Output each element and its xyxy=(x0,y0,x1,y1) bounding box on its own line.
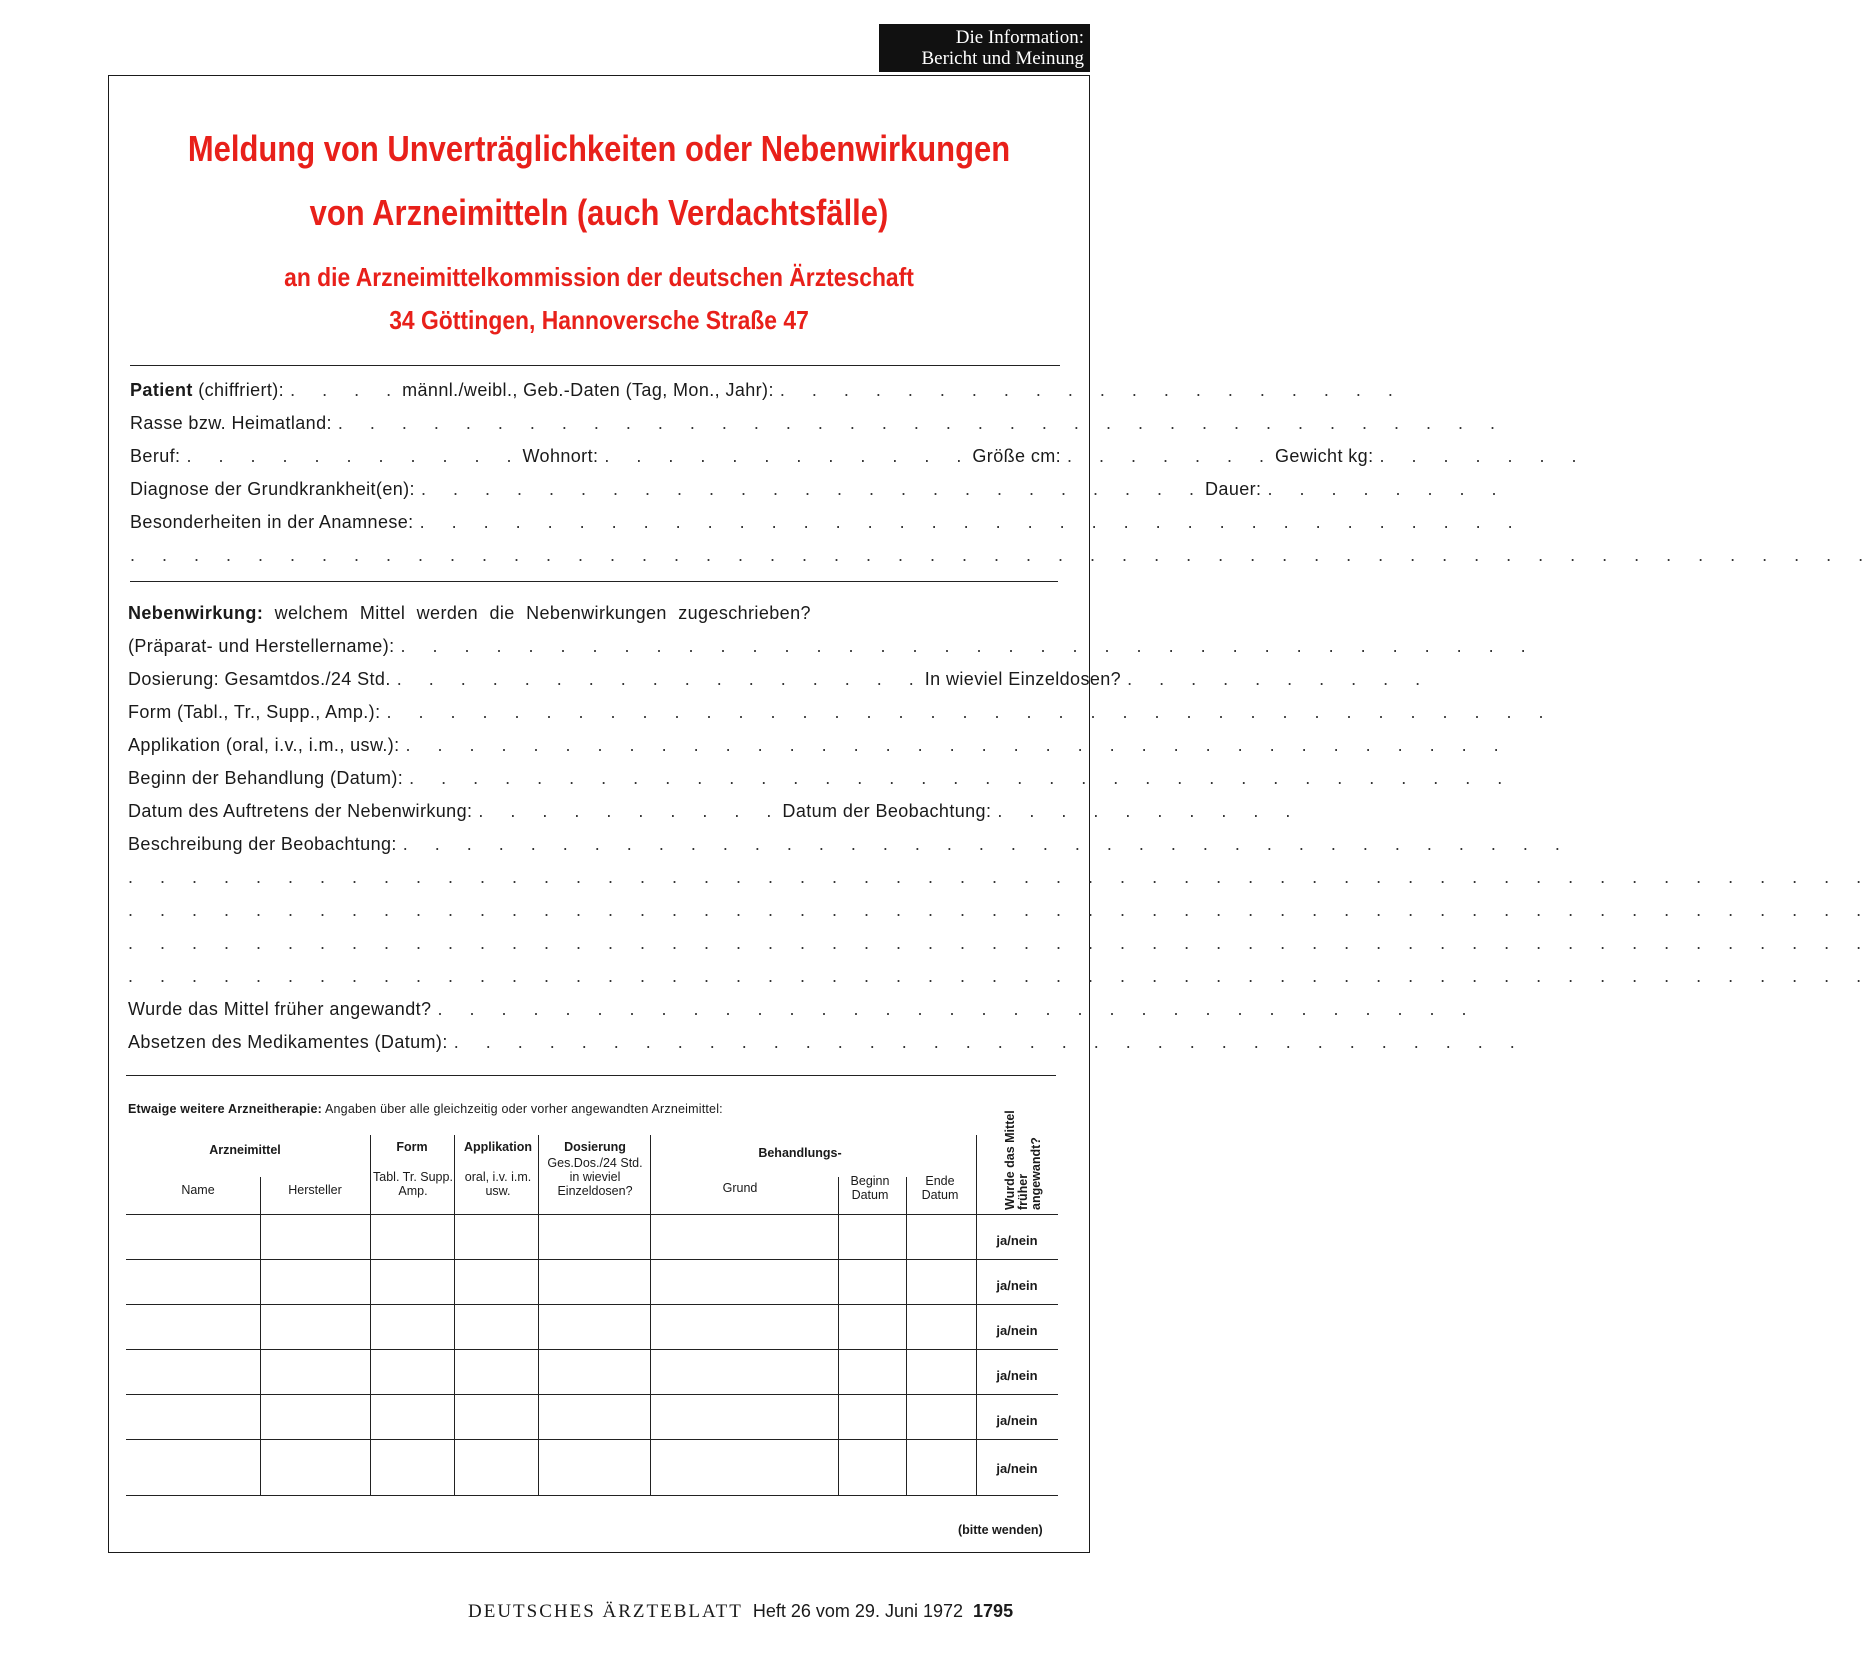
side-effect-line-2 xyxy=(128,631,1537,661)
col-earlier-use: Wurde das Mittel früher angewandt? xyxy=(1003,1110,1043,1210)
sex-birth-field[interactable]: . . . . . . . . . . . . . . . . . . . . xyxy=(779,380,1404,400)
dose-field[interactable]: . . . . . . . . . . . . . . . . . xyxy=(396,669,925,689)
earlier-use-cell-1[interactable]: ja/nein xyxy=(996,1233,1038,1248)
col-reason: Grund xyxy=(722,1181,758,1195)
anamnesis-field[interactable]: . . . . . . . . . . . . . . . . . . . . . . . . . . . . . . . . . . . xyxy=(419,512,1524,532)
description-line-2 xyxy=(128,862,1873,892)
col-form-sub: Tabl. Tr. Supp. Amp. xyxy=(373,1170,453,1198)
divider xyxy=(130,581,1058,582)
side-effect-line-9 xyxy=(128,994,1478,1024)
form-field[interactable]: . . . . . . . . . . . . . . . . . . . . . . . . . . . . . . . . . . . . . xyxy=(386,702,1555,722)
description-field-3[interactable]: . . . . . . . . . . . . . . . . . . . . . . . . . . . . . . . . . . . . . . . . . . . . . . . . . . . . . . . xyxy=(128,900,1873,920)
description-line-3 xyxy=(128,895,1873,925)
col-group-drug: Arzneimittel xyxy=(209,1143,281,1157)
earlier-use-cell-6[interactable]: ja/nein xyxy=(996,1461,1038,1476)
origin-field[interactable]: . . . . . . . . . . . . . . . . . . . . . . . . . . . . . . . . . . . . . xyxy=(337,413,1506,433)
col-group-treatment: Behandlungs- xyxy=(758,1146,842,1160)
weight-field[interactable]: . . . . . . . xyxy=(1379,446,1588,466)
side-effect-line-8 xyxy=(128,829,1571,859)
onset-date-field[interactable]: . . . . . . . . . . xyxy=(478,801,783,821)
magazine-name: DEUTSCHES ÄRZTEBLATT xyxy=(468,1601,743,1622)
turn-over-note: (bitte wenden) xyxy=(958,1523,1043,1537)
patient-line-2 xyxy=(130,408,1506,438)
side-effect-line-7 xyxy=(128,796,1302,826)
side-effect-line-1 xyxy=(128,598,1058,628)
onset-date-label: Datum des Auftretens der Nebenwirkung: xyxy=(128,801,473,821)
description-field-5[interactable]: . . . . . . . . . . . . . . . . . . . . . . . . . . . . . . . . . . . . . . . . . . . . . . . . . . . . . . . xyxy=(128,966,1873,986)
height-label: Größe cm: xyxy=(972,446,1062,466)
sex-birth-label: männl./weibl., Geb.-Daten (Tag, Mon., Jahr): xyxy=(402,380,774,400)
weight-label: Gewicht kg: xyxy=(1275,446,1374,466)
single-dose-label: In wieviel Einzeldosen? xyxy=(924,669,1122,689)
patient-line-1: Patient (chiffriert): . . . . männl./weibl., Geb.-Daten (Tag, Mon., Jahr): . . . . . . . . . . . . . . . . . . . . xyxy=(130,375,1060,405)
discontinuation-label: Absetzen des Medikamentes (Datum): xyxy=(128,1032,448,1052)
form-subtitle-line-1: an die Arzneimittelkommission der deutschen Ärzteschaft xyxy=(284,262,914,292)
therapy-heading-bold: Etwaige weitere Arzneitherapie: xyxy=(128,1102,322,1116)
side-effect-line-5 xyxy=(128,730,1510,760)
page-number: 1795 xyxy=(973,1601,1014,1621)
section-badge xyxy=(879,24,1090,72)
diagnosis-label: Diagnose der Grundkrankheit(en): xyxy=(130,479,415,499)
side-effect-question: welchem Mittel werden die Nebenwirkungen zugeschrieben? xyxy=(263,603,811,623)
earlier-use-cell-5[interactable]: ja/nein xyxy=(996,1413,1038,1428)
col-start-date: Beginn Datum xyxy=(850,1174,890,1202)
form-title-line-2: von Arzneimitteln (auch Verdachtsfälle) xyxy=(309,192,889,233)
patient-line-5 xyxy=(130,507,1524,537)
residence-label: Wohnort: xyxy=(522,446,599,466)
form-title-line-1: Meldung von Unverträglichkeiten oder Nebenwirkungen xyxy=(187,128,1011,169)
col-form: Form xyxy=(396,1140,428,1154)
patient-line-4 xyxy=(130,474,1508,504)
divider xyxy=(130,365,1060,366)
col-name: Name xyxy=(181,1183,215,1197)
observation-date-label: Datum der Beobachtung: xyxy=(782,801,992,821)
side-effect-line-3 xyxy=(128,664,1432,694)
col-end-date: Ende Datum xyxy=(921,1174,959,1202)
divider xyxy=(126,1075,1056,1076)
col-dosage: Dosierung xyxy=(564,1140,626,1154)
anamnesis-label: Besonderheiten in der Anamnese: xyxy=(130,512,414,532)
description-line-4 xyxy=(128,928,1873,958)
description-field-4[interactable]: . . . . . . . . . . . . . . . . . . . . . . . . . . . . . . . . . . . . . . . . . . . . . . . . . . . . . . . xyxy=(128,933,1873,953)
diagnosis-field[interactable]: . . . . . . . . . . . . . . . . . . . . . . . . . xyxy=(420,479,1206,499)
col-application: Applikation xyxy=(463,1140,533,1154)
application-label: Applikation (oral, i.v., i.m., usw.): xyxy=(128,735,400,755)
origin-label: Rasse bzw. Heimatland: xyxy=(130,413,332,433)
duration-field[interactable]: . . . . . . . . xyxy=(1267,479,1508,499)
side-effect-heading: Nebenwirkung: xyxy=(128,603,264,623)
col-dosage-sub: Ges.Dos./24 Std. in wieviel Einzeldosen? xyxy=(547,1156,643,1198)
patient-line-3 xyxy=(130,441,1588,471)
description-field[interactable]: . . . . . . . . . . . . . . . . . . . . . . . . . . . . . . . . . . . . . xyxy=(402,834,1571,854)
page-footer xyxy=(468,1601,1013,1623)
issue-info: Heft 26 vom 29. Juni 1972 xyxy=(752,1601,964,1621)
earlier-use-cell-3[interactable]: ja/nein xyxy=(996,1323,1038,1338)
patient-heading: Patient xyxy=(130,380,193,400)
description-label: Beschreibung der Beobachtung: xyxy=(128,834,397,854)
residence-field[interactable]: . . . . . . . . . . . . xyxy=(604,446,973,466)
patient-line-6 xyxy=(130,540,1874,570)
side-effect-line-4 xyxy=(128,697,1555,727)
earlier-use-cell-4[interactable]: ja/nein xyxy=(996,1368,1038,1383)
anamnesis-field-continued[interactable]: . . . . . . . . . . . . . . . . . . . . . . . . . . . . . . . . . . . . . . . . . . . . . . . . . . . . . . . xyxy=(130,545,1874,565)
form-address: 34 Göttingen, Hannoversche Straße 47 xyxy=(389,305,809,335)
col-manufacturer: Hersteller xyxy=(288,1183,342,1197)
therapy-heading-text: Angaben über alle gleichzeitig oder vorher angewandten Arzneimittel: xyxy=(322,1102,723,1116)
description-line-5 xyxy=(128,961,1873,991)
treatment-start-label: Beginn der Behandlung (Datum): xyxy=(128,768,404,788)
description-field-2[interactable]: . . . . . . . . . . . . . . . . . . . . . . . . . . . . . . . . . . . . . . . . . . . . . . . . . . . . . . . xyxy=(128,867,1873,887)
discontinuation-field[interactable]: . . . . . . . . . . . . . . . . . . . . . . . . . . . . . . . . . . xyxy=(453,1032,1526,1052)
single-dose-field[interactable]: . . . . . . . . . . xyxy=(1127,669,1432,689)
col-application-sub: oral, i.v. i.m. usw. xyxy=(464,1170,532,1198)
badge-line-1: Die Information: xyxy=(955,27,1084,48)
side-effect-line-10 xyxy=(128,1027,1526,1057)
duration-label: Dauer: xyxy=(1205,479,1262,499)
badge-line-2: Bericht und Meinung xyxy=(921,48,1084,69)
patient-cipher-label: (chiffriert): xyxy=(192,380,285,400)
occupation-field[interactable]: . . . . . . . . . . . xyxy=(186,446,523,466)
treatment-start-field[interactable]: . . . . . . . . . . . . . . . . . . . . . . . . . . . . . . . . . . . xyxy=(409,768,1514,788)
dose-label: Dosierung: Gesamtdos./24 Std. xyxy=(128,669,391,689)
form-label: Form (Tabl., Tr., Supp., Amp.): xyxy=(128,702,381,722)
product-field[interactable]: . . . . . . . . . . . . . . . . . . . . . . . . . . . . . . . . . . . . xyxy=(400,636,1537,656)
observation-date-field[interactable]: . . . . . . . . . . xyxy=(997,801,1302,821)
side-effect-line-6 xyxy=(128,763,1514,793)
application-field[interactable]: . . . . . . . . . . . . . . . . . . . . . . . . . . . . . . . . . . . xyxy=(405,735,1510,755)
earlier-use-field[interactable]: . . . . . . . . . . . . . . . . . . . . . . . . . . . . . . . . . xyxy=(437,999,1478,1019)
earlier-use-label: Wurde das Mittel früher angewandt? xyxy=(128,999,432,1019)
occupation-label: Beruf: xyxy=(130,446,181,466)
therapy-heading xyxy=(128,1102,723,1116)
product-label: (Präparat- und Herstellername): xyxy=(128,636,395,656)
earlier-use-cell-2[interactable]: ja/nein xyxy=(996,1278,1038,1293)
height-field[interactable]: . . . . . . . xyxy=(1067,446,1276,466)
